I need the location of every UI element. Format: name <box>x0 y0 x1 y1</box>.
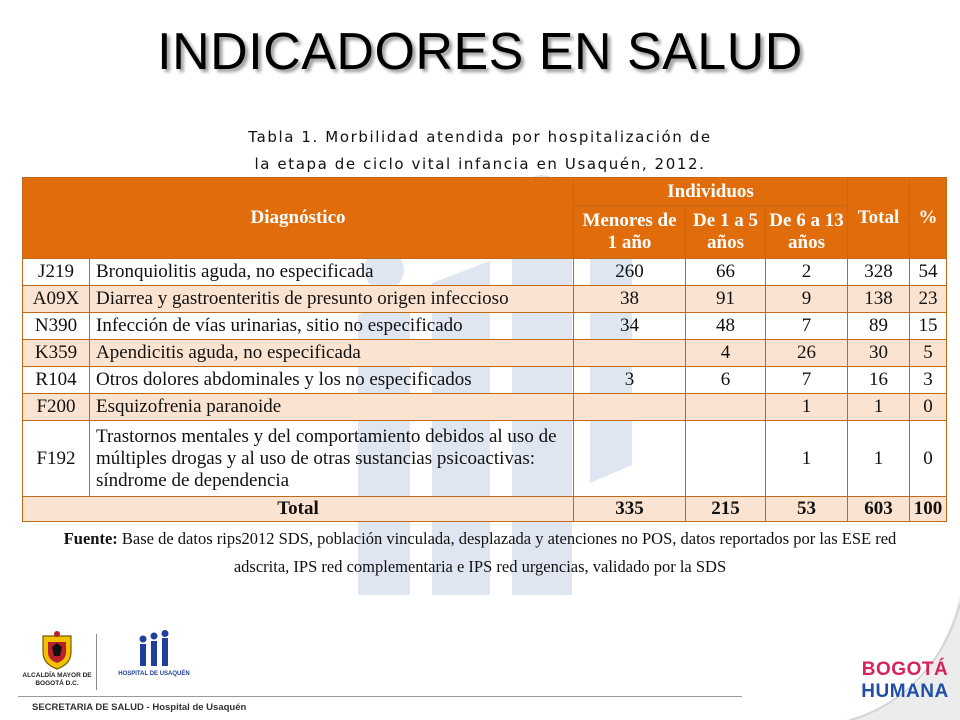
value-total: 138 <box>848 286 910 313</box>
table-row <box>23 367 947 394</box>
hospital-label: HOSPITAL DE USAQUÉN <box>118 671 190 677</box>
diagnosis-code: R104 <box>23 367 90 394</box>
total-total: 603 <box>848 497 910 522</box>
diagnosis-description: Trastornos mentales y del comportamiento debidos al uso de múltiples drogas y al uso de otras sustancias psicoactivas: síndrome de dependencia <box>90 421 574 497</box>
source-line-1 <box>20 525 940 553</box>
diagnosis-description: Esquizofrenia paranoide <box>90 394 574 421</box>
value-menores-1-ano <box>574 340 686 367</box>
diagnosis-code: J219 <box>23 259 90 286</box>
total-percent: 100 <box>910 497 947 522</box>
diagnosis-code: A09X <box>23 286 90 313</box>
value-menores-1-ano <box>574 421 686 497</box>
value-menores-1-ano <box>574 394 686 421</box>
source-note <box>20 525 940 581</box>
value-menores-1-ano: 38 <box>574 286 686 313</box>
diagnosis-description: Apendicitis aguda, no especificada <box>90 340 574 367</box>
source-label: Fuente: <box>63 529 118 548</box>
diagnosis-description: Otros dolores abdominales y los no especificados <box>90 367 574 394</box>
value-menores-1-ano: 260 <box>574 259 686 286</box>
value-total: 1 <box>848 421 910 497</box>
morbidity-table <box>22 177 947 522</box>
total-6-a-13-anos: 53 <box>766 497 848 522</box>
hospital-mark-icon <box>134 630 174 668</box>
value-1-a-5-anos: 48 <box>686 313 766 340</box>
diagnosis-code: F200 <box>23 394 90 421</box>
header-6-a-13-anos: De 6 a 13 años <box>766 206 848 259</box>
footer-text: SECRETARIA DE SALUD - Hospital de Usaquén <box>32 702 247 713</box>
table-row <box>23 259 947 286</box>
value-percent: 0 <box>910 421 947 497</box>
bogota-humana-logo <box>860 658 950 710</box>
institution-logos <box>18 630 268 695</box>
diagnosis-code: K359 <box>23 340 90 367</box>
value-total: 30 <box>848 340 910 367</box>
value-6-a-13-anos: 7 <box>766 313 848 340</box>
header-1-a-5-anos: De 1 a 5 años <box>686 206 766 259</box>
value-menores-1-ano: 34 <box>574 313 686 340</box>
total-menores-1-ano: 335 <box>574 497 686 522</box>
value-total: 16 <box>848 367 910 394</box>
table-row <box>23 340 947 367</box>
total-row <box>23 497 947 522</box>
header-individuos: Individuos <box>574 178 848 206</box>
value-percent: 15 <box>910 313 947 340</box>
value-6-a-13-anos: 9 <box>766 286 848 313</box>
header-percent: % <box>910 178 947 259</box>
diagnosis-code: N390 <box>23 313 90 340</box>
logo-divider <box>96 634 97 690</box>
value-1-a-5-anos <box>686 394 766 421</box>
table-row <box>23 394 947 421</box>
source-text: Base de datos rips2012 SDS, población vinculada, desplazada y atenciones no POS, datos reportados por las ESE red <box>121 529 897 548</box>
diagnosis-description: Bronquiolitis aguda, no especificada <box>90 259 574 286</box>
table-row <box>23 313 947 340</box>
header-diagnostico: Diagnóstico <box>23 178 574 259</box>
bogota-logo-word-1: BOGOTÁ <box>861 659 949 680</box>
page-title: INDICADORES EN SALUD <box>157 23 803 81</box>
total-label: Total <box>23 497 574 522</box>
alcaldia-logo <box>18 630 96 695</box>
value-1-a-5-anos: 6 <box>686 367 766 394</box>
coat-of-arms-icon <box>37 630 77 670</box>
value-1-a-5-anos: 91 <box>686 286 766 313</box>
header-menores-1-ano: Menores de 1 año <box>574 206 686 259</box>
footer-divider <box>18 696 742 697</box>
table-caption <box>0 124 960 178</box>
value-1-a-5-anos: 66 <box>686 259 766 286</box>
value-1-a-5-anos: 4 <box>686 340 766 367</box>
bogota-logo-word-2: HUMANA <box>861 681 949 702</box>
diagnosis-description: Infección de vías urinarias, sitio no especificado <box>90 313 574 340</box>
caption-line-1: Tabla 1. Morbilidad atendida por hospitalización de <box>248 128 712 146</box>
source-line-2: adscrita, IPS red complementaria e IPS red urgencias, validado por la SDS <box>233 557 727 576</box>
caption-line-2: la etapa de ciclo vital infancia en Usaquén, 2012. <box>254 155 706 173</box>
value-6-a-13-anos: 1 <box>766 421 848 497</box>
value-6-a-13-anos: 26 <box>766 340 848 367</box>
value-percent: 3 <box>910 367 947 394</box>
value-total: 1 <box>848 394 910 421</box>
total-1-a-5-anos: 215 <box>686 497 766 522</box>
value-percent: 5 <box>910 340 947 367</box>
value-total: 328 <box>848 259 910 286</box>
value-percent: 23 <box>910 286 947 313</box>
value-percent: 0 <box>910 394 947 421</box>
alcaldia-label: ALCALDÍA MAYOR DE BOGOTÁ D.C. <box>22 672 92 687</box>
table-row <box>23 286 947 313</box>
value-6-a-13-anos: 2 <box>766 259 848 286</box>
value-6-a-13-anos: 1 <box>766 394 848 421</box>
value-1-a-5-anos <box>686 421 766 497</box>
hospital-logo <box>108 630 218 695</box>
diagnosis-description: Diarrea y gastroenteritis de presunto origen infeccioso <box>90 286 574 313</box>
header-total: Total <box>848 178 910 259</box>
value-percent: 54 <box>910 259 947 286</box>
value-6-a-13-anos: 7 <box>766 367 848 394</box>
value-menores-1-ano: 3 <box>574 367 686 394</box>
diagnosis-code: F192 <box>23 421 90 497</box>
table-row <box>23 421 947 497</box>
value-total: 89 <box>848 313 910 340</box>
